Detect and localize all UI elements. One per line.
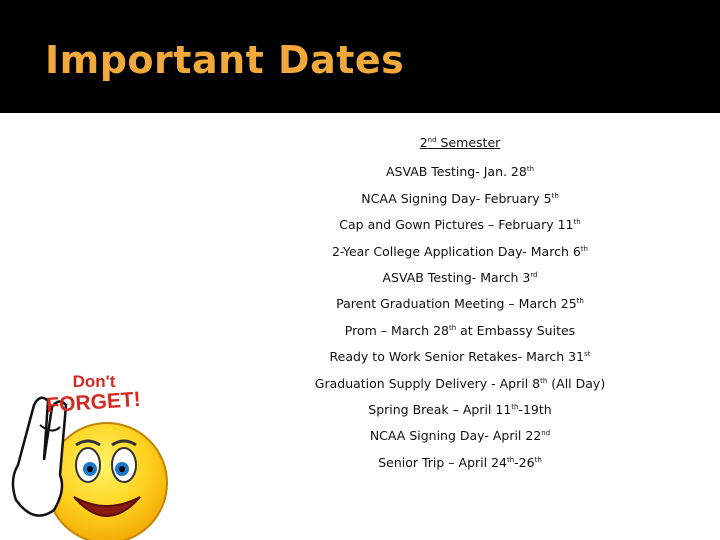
dont-forget-sticker xyxy=(4,365,174,540)
event-item xyxy=(180,453,720,479)
event-text: Senior Trip – April 24 xyxy=(378,454,507,470)
event-text: NCAA Signing Day- February 5 xyxy=(361,190,552,206)
event-ordinal: nd xyxy=(541,429,551,438)
event-item xyxy=(180,215,720,241)
event-ordinal: th xyxy=(448,323,457,332)
event-item xyxy=(180,400,720,426)
event-item xyxy=(180,294,720,320)
event-text: Graduation Supply Delivery - April 8 xyxy=(314,375,541,391)
event-text-suffix: (All Day) xyxy=(547,375,606,391)
event-text: Cap and Gown Pictures – February 11 xyxy=(339,217,574,233)
event-text: ASVAB Testing- Jan. 28 xyxy=(385,164,527,180)
slide-title: Important Dates xyxy=(45,38,405,82)
event-ordinal: th xyxy=(576,297,584,306)
event-ordinal: st xyxy=(584,350,591,359)
event-item xyxy=(180,189,720,215)
event-text-suffix: -19th xyxy=(518,401,552,417)
event-text: Ready to Work Senior Retakes- March 31 xyxy=(329,349,585,365)
event-text: Prom – March 28 xyxy=(344,322,449,338)
event-text: 2-Year College Application Day- March 6 xyxy=(331,243,581,259)
event-text: Parent Graduation Meeting – March 25 xyxy=(336,296,577,312)
semester-label: Semester xyxy=(436,135,501,150)
event-ordinal: th xyxy=(551,191,559,200)
events-list xyxy=(180,162,720,479)
event-ordinal: rd xyxy=(530,270,538,279)
event-ordinal: th xyxy=(573,218,581,227)
semester-ordinal: nd xyxy=(427,136,437,144)
event-item xyxy=(180,268,720,294)
event-ordinal: th xyxy=(540,376,548,385)
event-ordinal: th xyxy=(526,165,535,174)
sticker-text-forget: FORGET! xyxy=(45,387,142,418)
event-ordinal: th xyxy=(580,244,588,253)
event-ordinal-2: th xyxy=(534,455,542,464)
event-ordinal: th xyxy=(511,402,519,411)
event-item xyxy=(180,374,720,400)
semester-number: 2 xyxy=(419,135,428,150)
event-item xyxy=(180,426,720,452)
event-text: Spring Break – April 11 xyxy=(368,401,512,417)
sticker-text-dont: Don't xyxy=(72,372,116,391)
event-item xyxy=(180,347,720,373)
event-text: NCAA Signing Day- April 22 xyxy=(369,428,542,444)
event-item xyxy=(180,321,720,347)
semester-heading xyxy=(180,133,720,159)
smiley-crossed-fingers-icon xyxy=(13,398,167,540)
event-text-suffix: at Embassy Suites xyxy=(456,322,576,338)
dates-list xyxy=(180,133,720,479)
event-text-suffix: -26 xyxy=(514,454,535,470)
event-item xyxy=(180,162,720,188)
event-item xyxy=(180,242,720,268)
event-text: ASVAB Testing- March 3 xyxy=(382,269,531,285)
event-ordinal: th xyxy=(506,455,515,464)
